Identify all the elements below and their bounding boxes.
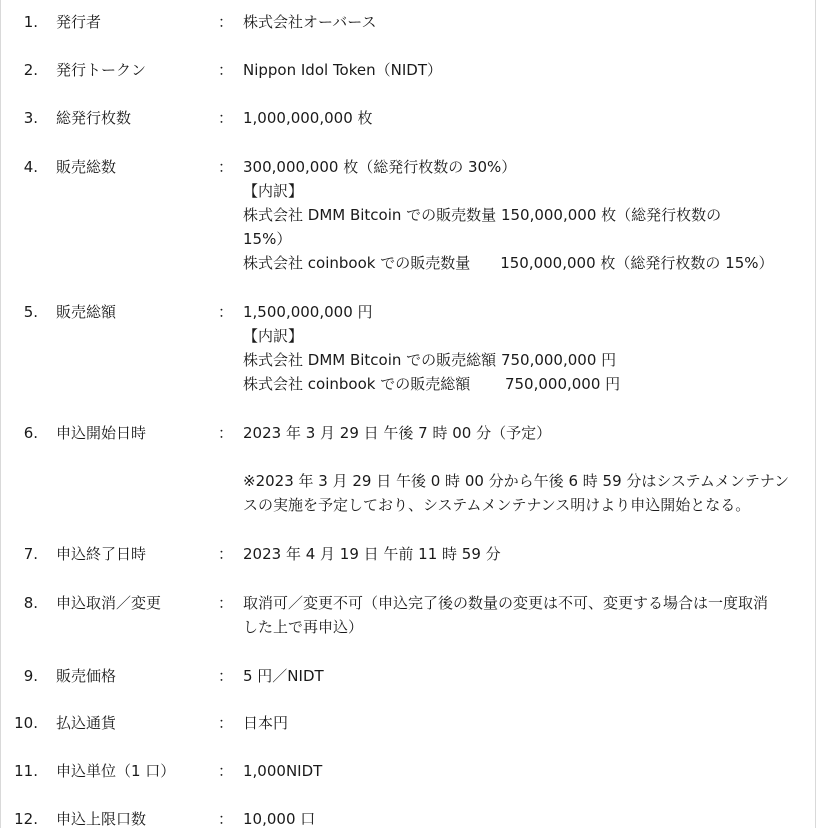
item-number: 6. [23, 424, 38, 442]
value-line: 1,500,000,000 円 [243, 303, 373, 321]
item-value [243, 591, 809, 639]
value-line: 2023 年 3 月 29 日 午後 7 時 00 分（予定） [243, 424, 552, 442]
item-number: 12. [14, 810, 38, 828]
value-line: 株式会社オーバース [243, 13, 377, 31]
item-label: 販売総数 [56, 158, 117, 176]
item-label: 発行者 [56, 13, 102, 31]
item-label: 申込終了日時 [56, 545, 147, 563]
item-label: 申込開始日時 [56, 424, 147, 442]
item-value [243, 155, 809, 275]
item-separator: ： [218, 810, 234, 828]
item-label: 払込通貨 [56, 714, 117, 732]
value-line: 日本円 [243, 714, 289, 732]
item-value [243, 58, 809, 82]
item-separator: ： [218, 13, 234, 31]
value-line: 15%） [243, 230, 292, 248]
item-separator: ： [218, 424, 234, 442]
item-value [243, 711, 809, 735]
value-line: 【内訳】 [243, 327, 304, 345]
value-line: 株式会社 DMM Bitcoin での販売数量 150,000,000 枚（総発行枚数の [243, 206, 722, 224]
item-number: 9. [23, 667, 38, 685]
value-line: 株式会社 coinbook での販売総額 750,000,000 円 [243, 375, 621, 393]
item-separator: ： [218, 158, 234, 176]
item-number: 5. [23, 303, 38, 321]
item-value [243, 421, 809, 517]
item-label: 申込取消／変更 [56, 594, 162, 612]
item-separator: ： [218, 109, 234, 127]
item-label: 総発行枚数 [56, 109, 132, 127]
item-number: 2. [23, 61, 38, 79]
item-label: 販売総額 [56, 303, 117, 321]
item-value [243, 664, 809, 688]
value-line: 300,000,000 枚（総発行枚数の 30%） [243, 158, 517, 176]
item-value [243, 759, 809, 783]
value-line: 2023 年 4 月 19 日 午前 11 時 59 分 [243, 545, 501, 563]
item-separator: ： [218, 303, 234, 321]
value-line: した上で再申込） [243, 618, 364, 636]
item-number: 4. [23, 158, 38, 176]
item-number: 10. [14, 714, 38, 732]
item-separator: ： [218, 762, 234, 780]
value-line: 取消可／変更不可（申込完了後の数量の変更は不可、変更する場合は一度取消 [243, 594, 769, 612]
value-line: 【内訳】 [243, 182, 304, 200]
item-separator: ： [218, 61, 234, 79]
value-line: Nippon Idol Token（NIDT） [243, 61, 442, 79]
value-line: 1,000NIDT [243, 762, 323, 780]
value-line: 株式会社 DMM Bitcoin での販売総額 750,000,000 円 [243, 351, 617, 369]
item-value [243, 300, 809, 396]
value-line: 5 円／NIDT [243, 667, 324, 685]
value-line: 株式会社 coinbook での販売数量 150,000,000 枚（総発行枚数の 15%） [243, 254, 774, 272]
item-value [243, 106, 809, 130]
item-label: 販売価格 [56, 667, 117, 685]
value-line [243, 445, 809, 469]
item-value [243, 10, 809, 34]
item-separator: ： [218, 667, 234, 685]
item-number: 3. [23, 109, 38, 127]
item-separator: ： [218, 714, 234, 732]
item-label: 申込単位（1 口） [56, 762, 176, 780]
item-label: 申込上限口数 [56, 810, 147, 828]
value-line: 1,000,000,000 枚 [243, 109, 373, 127]
item-number: 7. [23, 545, 38, 563]
item-separator: ： [218, 594, 234, 612]
value-line: スの実施を予定しており、システムメンテナンス明けより申込開始となる。 [243, 496, 751, 514]
item-separator: ： [218, 545, 234, 563]
item-number: 8. [23, 594, 38, 612]
value-line: 10,000 口 [243, 810, 316, 828]
value-line: ※2023 年 3 月 29 日 午後 0 時 00 分から午後 6 時 59 分はシステムメンテナン [243, 472, 790, 490]
item-label: 発行トークン [56, 61, 147, 79]
item-value [243, 807, 809, 831]
item-value [243, 542, 809, 566]
item-number: 1. [23, 13, 38, 31]
item-number: 11. [14, 762, 38, 780]
